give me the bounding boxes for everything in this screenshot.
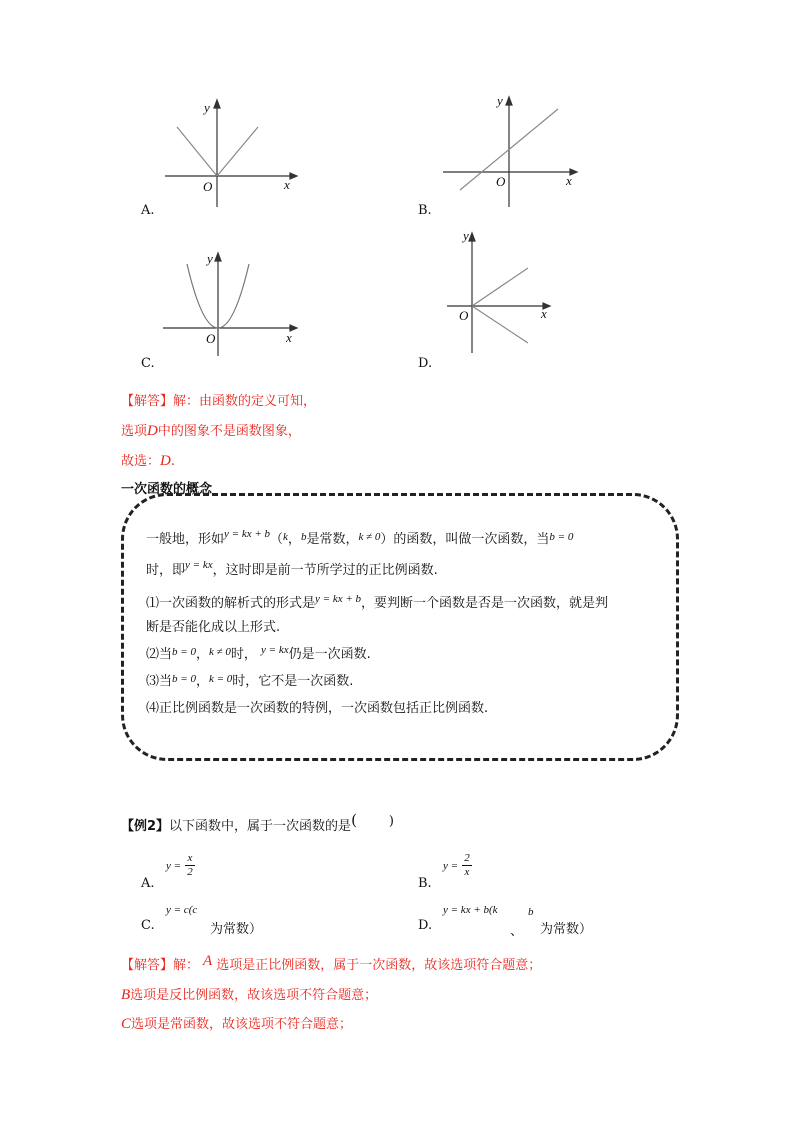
option-a-fraction bbox=[185, 852, 195, 879]
answer1-line3-var: D bbox=[160, 453, 171, 469]
concept-item3 bbox=[146, 670, 353, 689]
concept-item1-cont: 断是否能化成以上形式. bbox=[146, 620, 281, 635]
option-d-sep: 、 bbox=[510, 924, 524, 939]
answer1-line3-pre: 故选： bbox=[121, 454, 161, 469]
option-b-formula bbox=[443, 852, 472, 879]
example2-prompt bbox=[121, 811, 394, 834]
concept-item1 bbox=[146, 592, 608, 611]
answer1-line2 bbox=[121, 420, 301, 440]
option-d-formula: y = kx + b(k bbox=[443, 904, 498, 916]
option-a-label: A. bbox=[141, 876, 155, 891]
answer1-line2-post: 中的图象不是函数图象， bbox=[157, 424, 301, 439]
section-title: 一次函数的概念 bbox=[121, 482, 213, 497]
concept-p1-d: 是常数， bbox=[306, 532, 359, 547]
answer1-text: 解：由函数的定义可知， bbox=[173, 394, 317, 409]
answer2-line1-post: 选项是正比例函数，属于一次函数，故该选项符合题意； bbox=[216, 958, 542, 973]
concept-item2-sep: ， bbox=[195, 647, 209, 662]
answer2-line1-pre: 解： bbox=[173, 958, 200, 973]
option-b-lhs: y = bbox=[443, 860, 459, 872]
concept-p1-e: ）的函数，叫做一次函数，当 bbox=[380, 532, 550, 547]
option-b-label: B. bbox=[418, 876, 432, 891]
concept-item4: ⑷正比例函数是一次函数的特例，一次函数包括正比例函数. bbox=[146, 701, 489, 716]
concept-item3-sep: ， bbox=[195, 674, 209, 689]
option-b-numerator: 2 bbox=[464, 852, 470, 864]
example2-label: 【例2】 bbox=[121, 819, 170, 834]
graph-a-label: A. bbox=[141, 203, 155, 218]
concept-item1-a: ⑴一次函数的解析式的形式是 bbox=[146, 596, 316, 611]
concept-p1-a: 一般地，形如 bbox=[146, 532, 225, 547]
option-a-lhs: y = bbox=[166, 860, 182, 872]
answer1-header: 【解答】 bbox=[121, 394, 174, 409]
concept-p2-formula: y = kx bbox=[185, 559, 213, 571]
answer2-line2 bbox=[121, 984, 377, 1004]
graph-a-y-label: y bbox=[204, 100, 210, 115]
graph-c-label: C. bbox=[141, 356, 155, 371]
concept-p1-kne: k ≠ 0 bbox=[358, 531, 381, 543]
concept-item2-c: 时， bbox=[230, 647, 257, 662]
graph-b-label: B. bbox=[418, 203, 432, 218]
option-c-tail: 为常数） bbox=[210, 922, 263, 937]
concept-item2-a: ⑵当 bbox=[146, 647, 173, 662]
concept-item3-a: ⑶当 bbox=[146, 674, 173, 689]
answer2-line3-var: C bbox=[121, 1016, 132, 1032]
option-d-label: D. bbox=[418, 918, 433, 933]
answer2-line1 bbox=[121, 954, 541, 974]
option-a-numerator: x bbox=[185, 852, 195, 866]
concept-p1-b: （ bbox=[270, 532, 284, 547]
graph-d bbox=[440, 228, 555, 358]
answer1-line1 bbox=[121, 390, 316, 409]
graph-c-origin: O bbox=[206, 331, 216, 346]
concept-p1-formula: y = kx + b bbox=[224, 528, 271, 540]
concept-item2 bbox=[146, 643, 371, 662]
concept-item1-b: ，要判断一个函数是否是一次函数，就是判 bbox=[361, 596, 609, 611]
answer1-line2-var: D bbox=[147, 423, 158, 439]
option-b-fraction bbox=[462, 852, 472, 879]
example2-paren-close: ) bbox=[388, 814, 394, 829]
graph-d-y-label: y bbox=[463, 228, 469, 243]
graph-c bbox=[160, 248, 300, 360]
example2-paren-open: ( bbox=[351, 811, 357, 829]
concept-p2 bbox=[146, 559, 438, 578]
graph-d-label: D. bbox=[418, 356, 433, 371]
graph-b-y-label: y bbox=[497, 93, 503, 108]
option-a-formula bbox=[166, 852, 195, 879]
example2-text: 以下函数中，属于一次函数的是 bbox=[169, 819, 352, 834]
answer2-line3-post: 选项是常函数，故该选项不符合题意； bbox=[131, 1017, 353, 1032]
option-d-b: b bbox=[528, 906, 534, 918]
option-c-label: C. bbox=[141, 918, 155, 933]
concept-p1-b-var: b bbox=[300, 531, 307, 543]
concept-item3-b0: b = 0 bbox=[172, 673, 196, 685]
concept-p1-k: k bbox=[283, 531, 288, 543]
graph-c-x-label: x bbox=[286, 330, 292, 345]
graph-b-origin: O bbox=[496, 174, 506, 189]
option-c-formula: y = c(c bbox=[166, 904, 198, 916]
concept-p1-b0: b = 0 bbox=[549, 531, 574, 543]
graph-a bbox=[150, 95, 300, 215]
concept-p1-c: ， bbox=[287, 532, 301, 547]
answer2-line2-var: B bbox=[121, 987, 131, 1003]
concept-p2-a: 时，即 bbox=[146, 563, 186, 578]
answer1-line3 bbox=[121, 450, 175, 470]
option-d-tail: 为常数） bbox=[540, 922, 593, 937]
graph-c-y-label: y bbox=[207, 251, 213, 266]
concept-item3-k: k = 0 bbox=[208, 673, 233, 685]
concept-item2-k: k ≠ 0 bbox=[208, 646, 231, 658]
graph-a-x-label: x bbox=[284, 177, 290, 192]
concept-p1 bbox=[146, 528, 666, 547]
option-b-denominator: x bbox=[464, 866, 470, 878]
concept-item3-c: 时，它不是一次函数. bbox=[232, 674, 354, 689]
answer1-line2-pre: 选项 bbox=[121, 424, 148, 439]
concept-item2-b0: b = 0 bbox=[172, 646, 196, 658]
concept-p2-b: ，这时即是前一节所学过的正比例函数. bbox=[212, 563, 438, 578]
answer1-line3-post: . bbox=[170, 454, 175, 469]
graph-b-x-label: x bbox=[566, 173, 572, 188]
graph-d-x-label: x bbox=[541, 306, 547, 321]
answer2-header: 【解答】 bbox=[121, 958, 174, 973]
graph-b bbox=[440, 92, 585, 212]
option-a-denominator: 2 bbox=[187, 866, 193, 878]
graph-a-origin: O bbox=[203, 179, 213, 194]
concept-item1-formula: y = kx + b bbox=[315, 593, 362, 605]
answer2-line3 bbox=[121, 1013, 352, 1033]
answer2-line1-var: A bbox=[203, 953, 213, 969]
graph-d-origin: O bbox=[459, 308, 469, 323]
answer2-line2-post: 选项是反比例函数，故该选项不符合题意； bbox=[130, 988, 378, 1003]
concept-item2-d: 仍是一次函数. bbox=[288, 647, 371, 662]
concept-item2-formula: y = kx bbox=[261, 644, 289, 656]
